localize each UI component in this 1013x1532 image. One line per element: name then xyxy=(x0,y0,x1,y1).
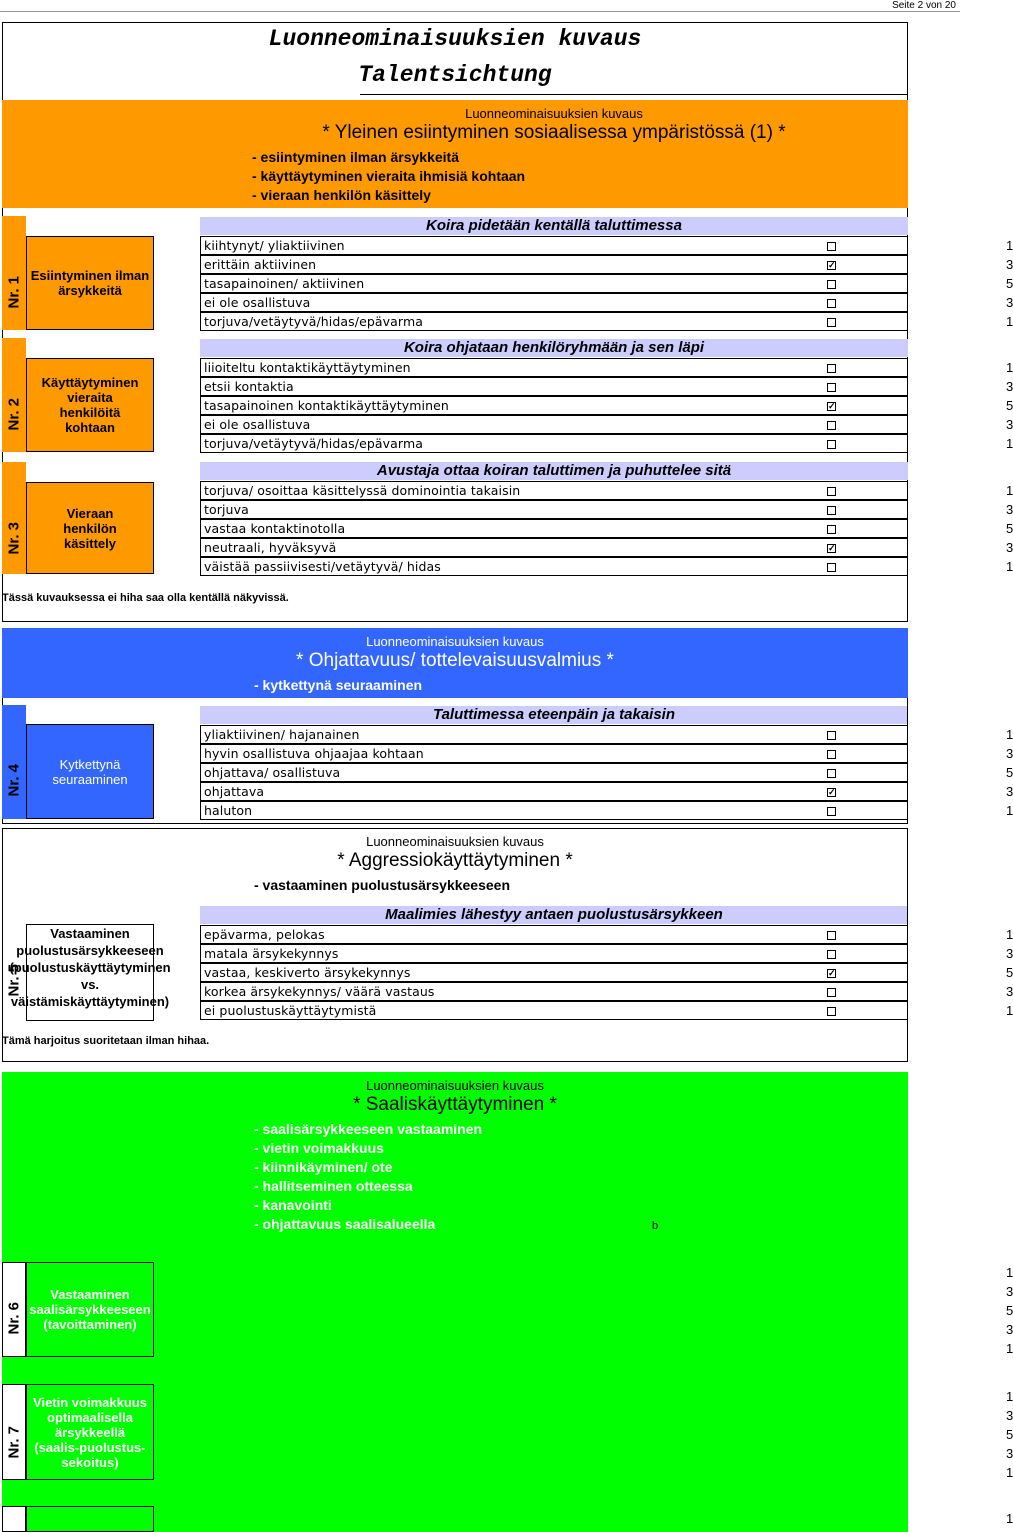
option-row xyxy=(200,312,1013,331)
nr4-label: Nr. 4 xyxy=(5,763,23,797)
option-text: ei puolustuskäyttäytymistä xyxy=(204,1003,377,1018)
section2-label: Käyttäytyminen vieraita henkilöitä kohtaan xyxy=(26,358,154,452)
section3-label: Vieraan henkilön käsittely xyxy=(26,482,154,574)
option-score: 5 xyxy=(1006,521,1013,536)
option-text: epävarma, pelokas xyxy=(204,927,325,942)
option-score: 1 xyxy=(1006,1389,1013,1404)
option-score: 3 xyxy=(1006,295,1013,310)
option-score: 5 xyxy=(1006,398,1013,413)
option-row xyxy=(200,415,1013,434)
checkbox-icon[interactable] xyxy=(827,440,836,449)
option-row xyxy=(200,538,1013,557)
block1-bullet: - vieraan henkilön käsittely xyxy=(252,187,431,203)
option-text: tasapainoinen kontaktikäyttäytyminen xyxy=(204,398,449,413)
block1-banner-left xyxy=(2,100,200,208)
option-text: hyvin osallistuva ohjaajaa kohtaan xyxy=(204,746,424,761)
nr6-label: Nr. 6 xyxy=(5,1301,23,1335)
option-row xyxy=(200,500,1013,519)
section-header: Taluttimessa eteenpäin ja takaisin xyxy=(200,706,908,724)
option-score: 3 xyxy=(1006,379,1013,394)
option-text: ohjattava xyxy=(204,784,265,799)
option-text: korkea ärsykekynnys/ väärä vastaus xyxy=(204,984,435,999)
option-row xyxy=(200,434,1013,453)
checkbox-icon[interactable] xyxy=(827,487,836,496)
nr3-label: Nr. 3 xyxy=(5,521,23,555)
nr2-label: Nr. 2 xyxy=(5,397,23,431)
block4-stray-mark: b xyxy=(652,1220,659,1232)
option-score: 1 xyxy=(1006,360,1013,375)
section4-label: Kytkettynä seuraaminen xyxy=(26,724,154,819)
section-header: Koira pidetään kentällä taluttimessa xyxy=(200,217,908,235)
option-score: 5 xyxy=(1006,1303,1013,1318)
option-score: 1 xyxy=(1006,1511,1013,1526)
option-row xyxy=(200,396,1013,415)
nr7-label: Nr. 7 xyxy=(5,1425,23,1459)
option-score: 1 xyxy=(1006,803,1013,818)
option-score: 5 xyxy=(1006,765,1013,780)
block2-bullet: - kytkettynä seuraaminen xyxy=(254,677,423,693)
block1-bullets xyxy=(200,148,908,205)
option-score: 1 xyxy=(1006,483,1013,498)
option-score: 1 xyxy=(1006,436,1013,451)
checkbox-icon[interactable] xyxy=(827,383,836,392)
title-rule xyxy=(360,94,908,95)
option-text: ei ole osallistuva xyxy=(204,417,311,432)
option-text: neutraali, hyväksyvä xyxy=(204,540,337,555)
block1-bullet: - esiintyminen ilman ärsykkeitä xyxy=(252,149,459,165)
option-text: kiihtynyt/ yliaktiivinen xyxy=(204,238,345,253)
option-row xyxy=(200,519,1013,538)
option-text: torjuva/vetäytyvä/hidas/epävarma xyxy=(204,314,423,329)
option-score: 3 xyxy=(1006,984,1013,999)
option-score: 3 xyxy=(1006,502,1013,517)
checkbox-icon[interactable] xyxy=(827,421,836,430)
option-score: 1 xyxy=(1006,1003,1013,1018)
nr1-label: Nr. 1 xyxy=(5,275,23,309)
checked-checkbox-icon[interactable]: ✓ xyxy=(828,787,836,797)
option-row xyxy=(200,255,1013,274)
block4-bullet: - vietin voimakkuus xyxy=(254,1140,384,1156)
option-text: yliaktiivinen/ hajanainen xyxy=(204,727,360,742)
option-text: väistää passiivisesti/vetäytyvä/ hidas xyxy=(204,559,441,574)
checkbox-icon[interactable] xyxy=(827,318,836,327)
block4-bullet: - kiinnikäyminen/ ote xyxy=(254,1159,393,1175)
option-text: tasapainoinen/ aktiivinen xyxy=(204,276,365,291)
option-score: 1 xyxy=(1006,1465,1013,1480)
option-text: haluton xyxy=(204,803,253,818)
block4-bullet: - ohjattavuus saalisalueella xyxy=(254,1216,436,1232)
option-text: torjuva/ osoittaa käsittelyssä dominointia takaisin xyxy=(204,483,521,498)
nr5-label: Nr. 5 xyxy=(5,963,23,997)
option-score: 3 xyxy=(1006,784,1013,799)
block3-heading: * Aggressiokäyttäytyminen * xyxy=(337,850,573,871)
option-row xyxy=(200,293,1013,312)
block1-banner xyxy=(200,100,908,208)
option-score: 1 xyxy=(1006,238,1013,253)
option-text: ei ole osallistuva xyxy=(204,295,311,310)
block1-caption: Luonneominaisuuksien kuvaus xyxy=(465,106,643,121)
option-score: 5 xyxy=(1006,965,1013,980)
page-number: Seite 2 von 20 xyxy=(892,0,956,11)
option-score: 1 xyxy=(1006,1265,1013,1280)
option-score: 5 xyxy=(1006,276,1013,291)
option-score: 1 xyxy=(1006,314,1013,329)
option-score: 1 xyxy=(1006,559,1013,574)
option-score: 3 xyxy=(1006,1284,1013,1299)
option-score: 3 xyxy=(1006,417,1013,432)
option-score: 3 xyxy=(1006,746,1013,761)
top-rule xyxy=(0,11,960,12)
option-text: etsii kontaktia xyxy=(204,379,294,394)
block3-banner xyxy=(2,828,908,898)
section6-label: Vastaaminen saalisärsykkeeseen (tavoittaminen) xyxy=(26,1262,154,1357)
option-score: 1 xyxy=(1006,727,1013,742)
option-score: 3 xyxy=(1006,540,1013,555)
block1-note: Tässä kuvauksessa ei hiha saa olla kentällä näkyvissä. xyxy=(2,592,289,604)
section1-label: Esiintyminen ilman ärsykkeitä xyxy=(26,236,154,330)
option-text: torjuva/vetäytyvä/hidas/epävarma xyxy=(204,436,423,451)
option-row xyxy=(200,358,1013,377)
option-score: 3 xyxy=(1006,257,1013,272)
option-score: 1 xyxy=(1006,1341,1013,1356)
option-text: vastaa kontaktinotolla xyxy=(204,521,346,536)
option-score: 5 xyxy=(1006,1427,1013,1442)
section-header: Maalimies lähestyy antaen puolustusärsykkeen xyxy=(200,906,908,924)
document-subtitle: Talentsichtung xyxy=(358,62,552,88)
option-text: liioiteltu kontaktikäyttäytyminen xyxy=(204,360,411,375)
option-score: 3 xyxy=(1006,1408,1013,1423)
block1-heading: * Yleinen esiintyminen sosiaalisessa ympäristössä (1) * xyxy=(322,122,786,143)
option-text: erittäin aktiivinen xyxy=(204,257,317,272)
section-header: Koira ohjataan henkilöryhmään ja sen läpi xyxy=(200,339,908,357)
block3-note: Tämä harjoitus suoritetaan ilman hihaa. xyxy=(2,1035,210,1047)
checkbox-icon[interactable] xyxy=(827,299,836,308)
option-score: 3 xyxy=(1006,1446,1013,1461)
section-header: Avustaja ottaa koiran taluttimen ja puhuttelee sitä xyxy=(200,462,908,480)
checked-checkbox-icon[interactable]: ✓ xyxy=(828,543,836,553)
checkbox-icon[interactable] xyxy=(827,242,836,251)
checkbox-icon[interactable] xyxy=(827,364,836,373)
block2-heading: * Ohjattavuus/ tottelevaisuusvalmius * xyxy=(296,650,614,671)
block4-bullets xyxy=(2,1120,908,1234)
block4-heading: * Saaliskäyttäytyminen * xyxy=(353,1094,557,1115)
option-row xyxy=(200,481,1013,500)
checkbox-icon[interactable] xyxy=(827,525,836,534)
nr8-strip xyxy=(2,1506,26,1532)
block4-banner xyxy=(2,1072,908,1240)
section5-label: Vastaaminen puolustusärsykkeeseen (puolustuskäyttäytyminen vs. väistämiskäyttäytyminen) xyxy=(26,924,154,1021)
option-text: vastaa, keskiverto ärsykekynnys xyxy=(204,965,411,980)
block3-bullet: - vastaaminen puolustusärsykkeeseen xyxy=(254,877,511,893)
option-row xyxy=(200,377,1013,396)
option-score: 3 xyxy=(1006,946,1013,961)
block4-bullet: - hallitseminen otteessa xyxy=(254,1178,413,1194)
option-row xyxy=(200,274,1013,293)
block4-bullet: - kanavointi xyxy=(254,1197,332,1213)
checkbox-icon[interactable] xyxy=(827,563,836,572)
document-title: Luonneominaisuuksien kuvaus xyxy=(268,26,642,52)
block2-banner xyxy=(2,628,908,698)
checked-checkbox-icon[interactable]: ✓ xyxy=(828,260,836,270)
option-text: ohjattava/ osallistuva xyxy=(204,765,341,780)
block2-caption: Luonneominaisuuksien kuvaus xyxy=(366,634,544,649)
checked-checkbox-icon[interactable]: ✓ xyxy=(828,401,836,411)
section7-label: Vietin voimakkuus optimaalisella ärsykkeellä (saalis-puolustus-sekoitus) xyxy=(26,1384,154,1480)
section8-label-box xyxy=(26,1506,154,1532)
block1-bullet: - käyttäytyminen vieraita ihmisiä kohtaan xyxy=(252,168,526,184)
block4-bullet: - saalisärsykkeeseen vastaaminen xyxy=(254,1121,483,1137)
checked-checkbox-icon[interactable]: ✓ xyxy=(828,968,836,978)
block3-caption: Luonneominaisuuksien kuvaus xyxy=(366,834,544,849)
option-score: 3 xyxy=(1006,1322,1013,1337)
option-text: matala ärsykekynnys xyxy=(204,946,339,961)
option-row xyxy=(200,557,1013,576)
option-score: 1 xyxy=(1006,927,1013,942)
option-text: torjuva xyxy=(204,502,249,517)
checkbox-icon[interactable] xyxy=(827,506,836,515)
block4-caption: Luonneominaisuuksien kuvaus xyxy=(366,1078,544,1093)
option-row xyxy=(200,236,1013,255)
checkbox-icon[interactable] xyxy=(827,280,836,289)
